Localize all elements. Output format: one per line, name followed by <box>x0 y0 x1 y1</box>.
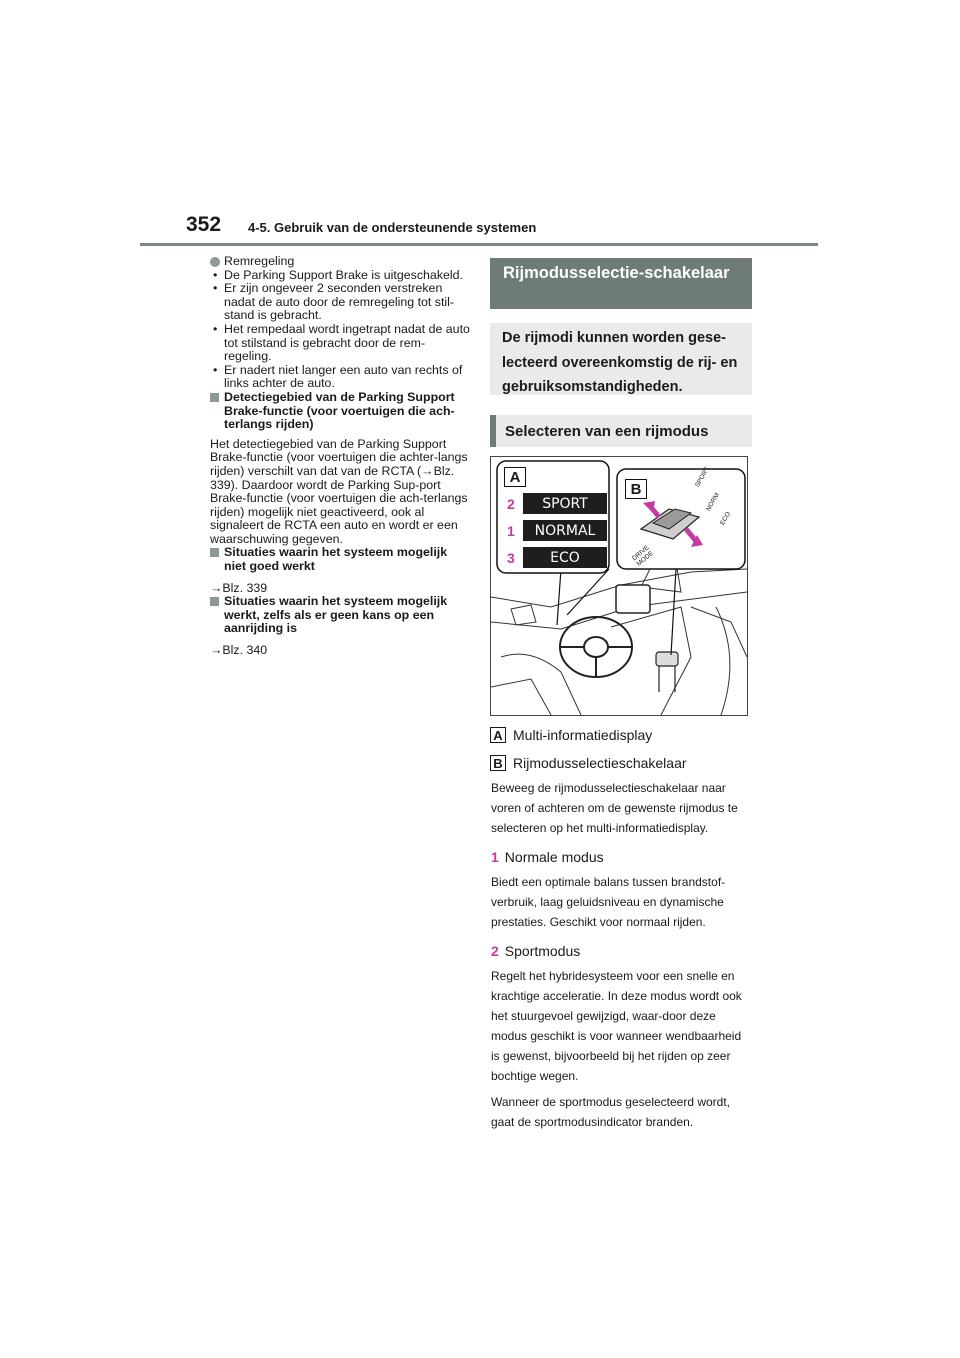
main-heading: Rijmodusselectie-schakelaar <box>490 258 752 309</box>
mode-chip-eco: ECO <box>523 547 607 568</box>
remregeling-list <box>210 269 470 391</box>
list-item: • Het rempedaal wordt ingetrapt nadat de auto tot stilstand is gebracht door de rem-regeling. <box>210 323 470 364</box>
left-column <box>210 255 470 658</box>
mode-descriptions <box>491 778 753 1132</box>
section-title: 4-5. Gebruik van de ondersteunende systemen <box>248 220 537 235</box>
mode-chip-sport: SPORT <box>523 493 607 514</box>
header-rule <box>140 243 818 246</box>
mode2-body: Regelt het hybridesysteem voor een snelle en krachtige acceleratie. In deze modus wordt ook het stuurgevoel gewijzigd, waar-door deze modus geschikt is voor wanneer wendbaarheid is gewenst, bijvoorbeeld bij het rijden op zeer bochtige wegen. <box>491 969 742 1083</box>
legend-text-b: Rijmodusselectieschakelaar <box>513 755 687 771</box>
switch-label-eco: ECO <box>719 510 733 527</box>
mode1-heading <box>491 848 753 866</box>
mode1-number: 1 <box>491 849 499 865</box>
legend-item-a <box>490 726 752 744</box>
callout-a-label: A <box>504 467 526 487</box>
mode1-title: Normale modus <box>504 849 604 865</box>
remregeling-heading <box>210 255 470 269</box>
bullet-dot-icon <box>210 257 220 267</box>
gear-shift-icon <box>656 652 678 692</box>
page-number: 352 <box>186 213 222 236</box>
switch-label-drive-mode: DRIVE MODE <box>631 544 655 568</box>
callout-b-label: B <box>625 479 647 499</box>
legend-text-a: Multi-informatiedisplay <box>513 727 653 743</box>
mode2-heading <box>491 942 753 960</box>
switch-label-sport: SPORT <box>694 465 712 489</box>
section1-body: Het detectiegebied van de Parking Support Brake-functie (voor voertuigen die achter-langs rijden) verschilt van dat van de RCTA (→Blz. 339). Daardoor wordt de Parking Sup-port Brake-functie (voor voertuigen die ach-terlangs rijden) mogelijk niet geactiveerd, ook al signaleert de RCTA een auto en wordt er een waarschuwing gegeven. <box>210 436 468 546</box>
legend-letter-a: A <box>490 727 506 743</box>
intro-box: De rijmodi kunnen worden gese-lecteerd overeenkomstig de rij- en gebruiksomstandigheden. <box>490 323 752 395</box>
mode-number: 2 <box>507 495 515 512</box>
legend-letter-b: B <box>490 755 506 771</box>
sub-heading: Selecteren van een rijmodus <box>490 415 752 447</box>
mode2-title: Sportmodus <box>504 943 581 959</box>
mode-number: 3 <box>507 549 515 566</box>
mode-row-sport <box>507 493 607 514</box>
switch-label-norm: NORM <box>705 491 721 513</box>
mode2-note: Wanneer de sportmodus geselecteerd wordt, gaat de sportmodusindicator branden. <box>491 1095 731 1129</box>
square-bullet-icon <box>210 393 219 402</box>
square-bullet-icon <box>210 548 219 557</box>
steering-wheel-icon <box>560 617 632 677</box>
section1-heading <box>210 391 470 432</box>
square-bullet-icon <box>210 597 219 606</box>
section2-ref[interactable]: →Blz. 339 <box>210 580 268 595</box>
page-header <box>0 0 960 250</box>
mode-row-normal <box>507 520 607 541</box>
section3-heading-text: Situaties waarin het systeem mogelijk werkt, zelfs als er geen kans op een aanrijding is <box>224 594 448 636</box>
legend-item-b <box>490 754 752 772</box>
mode1-body: Biedt een optimale balans tussen brandstof-verbruik, laag geluidsniveau en dynamische prestaties. Geschikt voor normaal rijden. <box>491 875 726 929</box>
section3-ref[interactable]: →Blz. 340 <box>210 643 268 658</box>
list-item: • Er nadert niet langer een auto van rechts of links achter de auto. <box>210 364 470 391</box>
center-screen-icon <box>616 585 650 613</box>
list-item: • De Parking Support Brake is uitgeschakeld. <box>210 269 470 283</box>
mode-row-eco <box>507 547 607 568</box>
mode-chip-normal: NORMAL <box>523 520 607 541</box>
section2-heading-text: Situaties waarin het systeem mogelijk niet goed werkt <box>224 545 448 574</box>
remregeling-heading-text: Remregeling <box>224 254 295 268</box>
section3-heading <box>210 595 470 636</box>
list-item: • Er zijn ongeveer 2 seconden verstreken nadat de auto door de remregeling tot stil-stand is gebracht. <box>210 282 470 323</box>
section1-heading-text: Detectiegebied van de Parking Support Brake-functie (voor voertuigen die ach-terlangs rijden) <box>224 389 455 432</box>
figure-legend <box>490 726 752 782</box>
right-column <box>490 258 752 447</box>
instruction-text: Beweeg de rijmodusselectieschakelaar naar voren of achteren om de gewenste rijmodus te selecteren op het multi-informatiedisplay. <box>491 781 738 835</box>
section2-heading <box>210 546 470 573</box>
drive-mode-figure <box>490 456 748 716</box>
mode-number: 1 <box>507 522 515 539</box>
mode2-number: 2 <box>491 943 499 959</box>
